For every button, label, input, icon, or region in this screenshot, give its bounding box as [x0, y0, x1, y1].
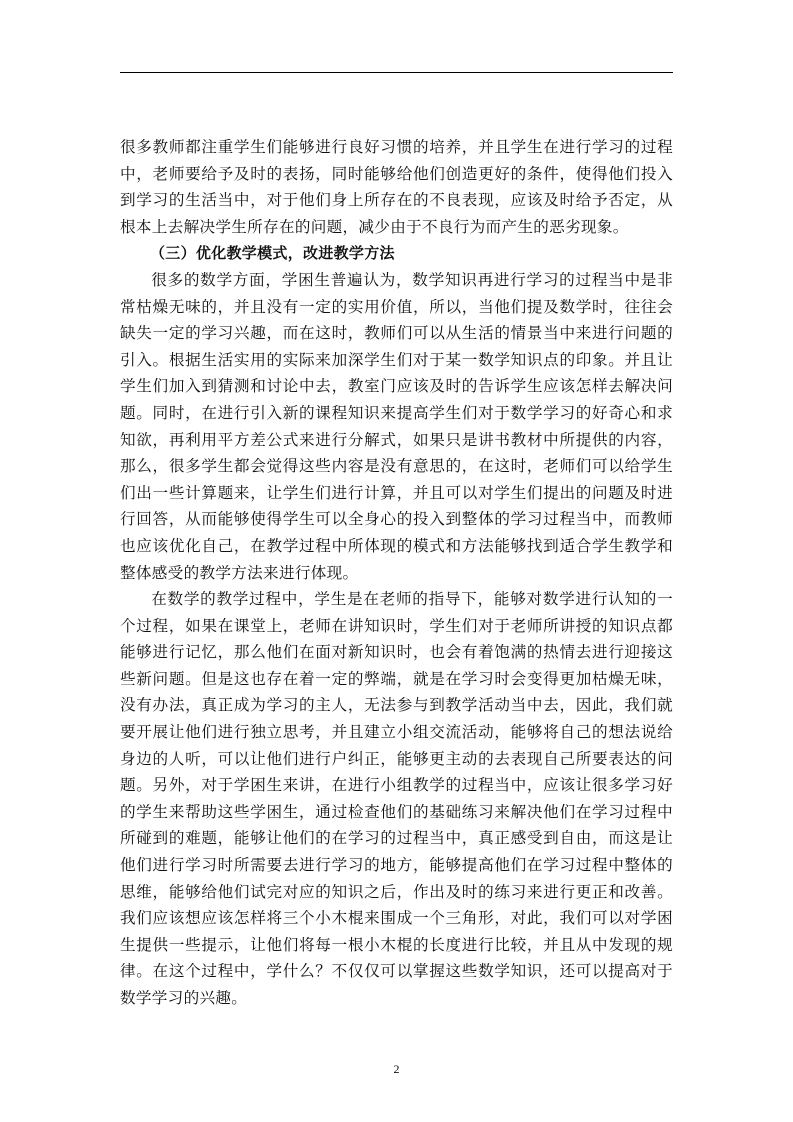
- paragraph-2: 很多的数学方面，学困生普遍认为，数学知识再进行学习的过程当中是非常枯燥无味的，并且没有一定的实用价值，所以，当他们提及数学时，往往会缺失一定的学习兴趣，而在这时，教师们可以从生活的情景当中来进行问题的引入。根据生活实用的实际来加深学生们对于某一数学知识点的印象。并且让学生们加入到猜测和讨论中去，教室门应该及时的告诉学生应该怎样去解决问题。同时，在进行引入新的课程知识来提高学生们对于数学学习的好奇心和求知欲，再利用平方差公式来进行分解式，如果只是讲书教材中所提供的内容，那么，很多学生都会觉得这些内容是没有意思的，在这时，老师们可以给学生们出一些计算题来，让学生们进行计算，并且可以对学生们提出的问题及时进行回答，从而能够使得学生可以全身心的投入到整体的学习过程当中，而教师也应该优化自己，在教学过程中所体现的模式和方法能够找到适合学生教学和整体感受的教学方法来进行体现。: [120, 270, 673, 582]
- body-text: [120, 134, 673, 1012]
- section-heading: （三）优化教学模式，改进教学方法: [150, 244, 395, 263]
- paragraph-3: 在数学的教学过程中，学生是在老师的指导下，能够对数学进行认知的一个过程，如果在课堂上，老师在讲知识时，学生们对于老师所讲授的知识点都能够进行记忆，那么他们在面对新知识时，也会有着饱满的热情去进行迎接这些新问题。但是这也存在着一定的弊端，就是在学习时会变得更加枯燥无味，没有办法，真正成为学习的主人，无法参与到教学活动当中去，因此，我们就要开展让他们进行独立思考，并且建立小组交流活动，能够将自己的想法说给身边的人听，可以让他们进行户纠正，能够更主动的去表现自己所要表达的问题。另外，对于学困生来讲，在进行小组教学的过程当中，应该让很多学习好的学生来帮助这些学困生，通过检查他们的基础练习来解决他们在学习过程中所碰到的难题，能够让他们的在学习的过程当中，真正感受到自由，而这是让他们进行学习时所需要去进行学习的地方，能够提高他们在学习过程中整体的思维，能够给他们试完对应的知识之后，作出及时的练习来进行更正和改善。我们应该想应该怎样将三个小木棍来围成一个三角形，对此，我们可以对学困生提供一些提示，让他们将每一根小木棍的长度进行比较，并且从中发现的规律。在这个过程中，学什么？不仅仅可以掌握这些数学知识，还可以提高对于数学学习的兴趣。: [120, 590, 673, 1007]
- header-rule: [120, 72, 673, 73]
- page-number: 2: [393, 1062, 400, 1076]
- paragraph-1: 很多教师都注重学生们能够进行良好习惯的培养，并且学生在进行学习的过程中，老师要给予及时的表扬，同时能够给他们创造更好的条件，使得他们投入到学习的生活当中，对于他们身上所存在的不良表现，应该及时给予否定，从根本上去解决学生所存在的问题，减少由于不良行为而产生的恶劣现象。: [120, 138, 673, 236]
